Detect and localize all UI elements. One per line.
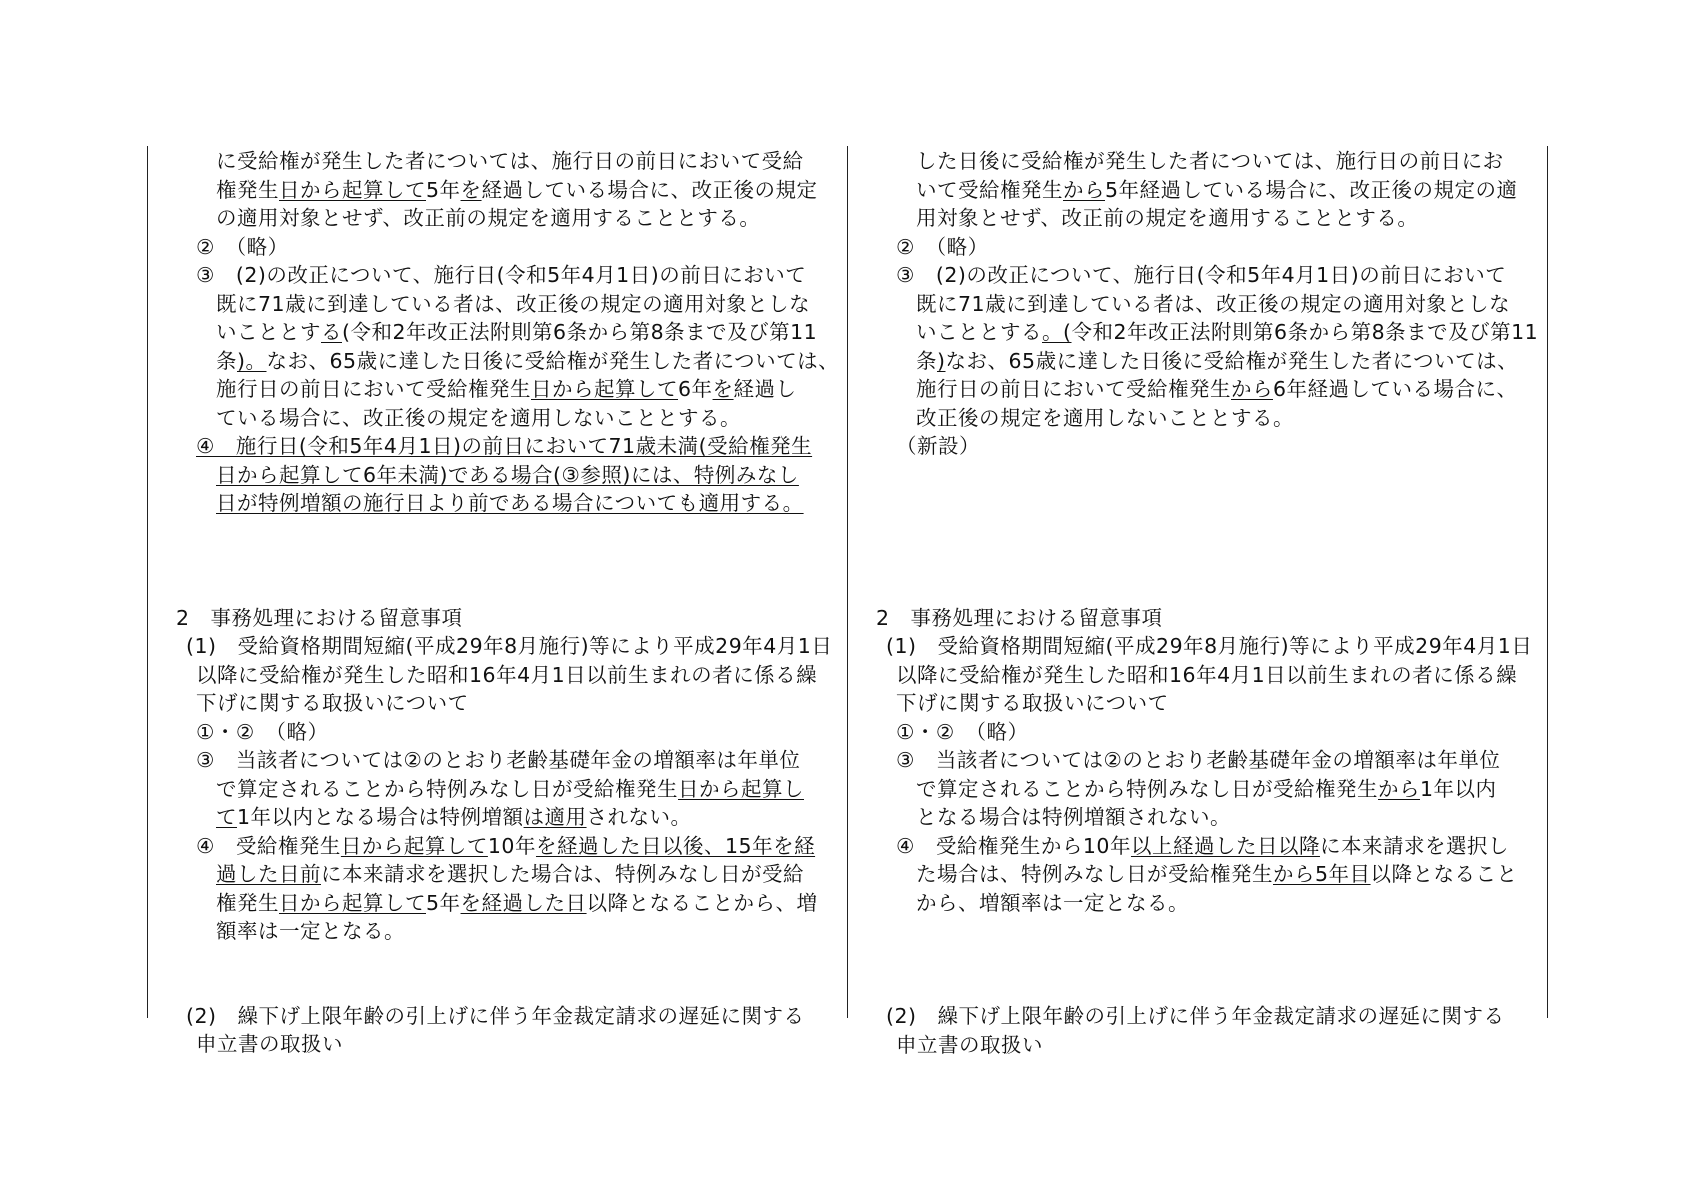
left-column bbox=[160, 147, 850, 1059]
text-segment: となる場合は特例増額されない。 bbox=[916, 805, 1231, 829]
text-segment: 6年 bbox=[1273, 377, 1308, 401]
left-section-2-2 bbox=[160, 1002, 850, 1059]
text-line bbox=[860, 347, 1550, 376]
text-line bbox=[860, 889, 1550, 918]
text-segment: 5年経過している場合に、改正後の規定の適 bbox=[1105, 177, 1518, 202]
text-segment: (令和2年改正法附則第6条から第8条まで及び第11 bbox=[342, 320, 818, 344]
underlined-text: 。( bbox=[1042, 320, 1072, 344]
text-line bbox=[160, 775, 850, 804]
text-segment: されない。 bbox=[586, 805, 692, 829]
text-line bbox=[860, 604, 1550, 633]
underlined-text: を bbox=[460, 177, 482, 202]
text-segment: た場合は、特例みなし日が受給権発生 bbox=[916, 862, 1273, 886]
text-line bbox=[160, 604, 850, 633]
text-line bbox=[160, 404, 850, 433]
right-section-2-2 bbox=[860, 1002, 1550, 1059]
text-segment: 申立書の取扱い bbox=[896, 1032, 1043, 1057]
text-segment: 令和2年改正法附則第6条から第8条まで及び第11 bbox=[1071, 320, 1539, 344]
text-line bbox=[160, 689, 850, 718]
text-line bbox=[860, 746, 1550, 775]
underlined-text: )。 bbox=[237, 348, 267, 373]
text-segment: 上限年齢の引上げに伴う年金裁定請求の遅延に関する bbox=[300, 1003, 805, 1028]
underlined-text: 日から起算して bbox=[279, 890, 426, 915]
text-segment: 既に71歳に到達している者は、改正後の規定の適用対象としな bbox=[916, 291, 1511, 316]
text-segment: 2 事務処理における留意事項 bbox=[876, 605, 1163, 630]
underlined-text: 日から起算して bbox=[340, 833, 488, 858]
text-segment: ③ (2)の改正について、施行日(令和5年4月1日)の前日において bbox=[896, 263, 1507, 287]
text-segment: 以降に受給権が発生した昭和16年4月1日以前生まれの者に係る繰 bbox=[896, 662, 1518, 687]
underlined-text: ④ 施行日(令和5年4月1日)の前日において71歳未満(受給権発生 bbox=[196, 434, 813, 458]
text-line bbox=[860, 290, 1550, 319]
text-line bbox=[860, 803, 1550, 832]
text-segment: から、増額率は一定となる。 bbox=[916, 890, 1189, 915]
text-segment: 以降に受給権が発生した昭和16年4月1日以前生まれの者に係る繰 bbox=[196, 662, 818, 687]
text-line bbox=[860, 1031, 1550, 1060]
text-segment: ①・② （略） bbox=[896, 719, 1029, 744]
text-line bbox=[160, 1030, 850, 1059]
text-line bbox=[860, 176, 1550, 205]
text-segment: 下げに関する取扱いについて bbox=[196, 691, 469, 715]
text-line bbox=[860, 718, 1550, 747]
text-segment: 権発生 bbox=[216, 177, 279, 202]
text-segment: ④ 受給権発生から10年 bbox=[896, 833, 1131, 858]
text-segment: 経過している場合に、改正後の規定 bbox=[481, 177, 818, 202]
text-line bbox=[160, 176, 850, 205]
left-border-line bbox=[147, 146, 148, 1018]
text-line bbox=[160, 347, 850, 376]
text-segment: (1) 受給資格期間短縮(平成29年8月施行)等により平成29年4月1日 bbox=[186, 634, 833, 658]
text-line bbox=[160, 147, 850, 176]
text-line bbox=[160, 318, 850, 347]
text-line bbox=[160, 432, 850, 461]
text-line bbox=[160, 889, 850, 918]
text-segment: 10年 bbox=[487, 833, 536, 858]
text-segment: の適用対象とせず、改正前の規定を適用することとする。 bbox=[216, 206, 761, 230]
text-segment: ている場合に、改正後の規定を適用しないこととする。 bbox=[216, 405, 741, 430]
text-segment: いて受給権発生 bbox=[916, 177, 1063, 202]
underlined-text: を経過した日 bbox=[460, 890, 587, 915]
text-segment: 用対象とせず、改正前の規定を適用することとする。 bbox=[916, 206, 1419, 230]
underlined-text: 以上経過した日以降 bbox=[1130, 833, 1320, 858]
text-segment: 既に71歳に到達している者は、改正後の規定の適用対象としな bbox=[216, 291, 811, 316]
text-segment: なお、65歳に達した日後に受給権が発生した者については、 bbox=[266, 348, 840, 373]
text-segment: 以降となること bbox=[1370, 862, 1518, 886]
text-line bbox=[160, 489, 850, 518]
right-spacer-1 bbox=[860, 461, 1550, 604]
underlined-text: から bbox=[1378, 776, 1420, 801]
text-line bbox=[860, 204, 1550, 233]
text-segment: ①・② （略） bbox=[196, 719, 329, 744]
text-line bbox=[860, 832, 1550, 861]
text-segment: ③ 当該者については②のとおり老齢基礎年金の増額率は年単位 bbox=[196, 748, 801, 772]
text-segment: なお、65歳に達した日後に受給権が発生した者については、 bbox=[945, 348, 1519, 373]
text-segment: 権発生 bbox=[216, 890, 279, 915]
right-section-2 bbox=[860, 604, 1550, 918]
text-line bbox=[160, 290, 850, 319]
text-segment: いこととする bbox=[916, 320, 1042, 344]
underlined-text: 過した日前 bbox=[216, 862, 321, 886]
text-line bbox=[860, 1002, 1550, 1031]
text-segment: 5年 bbox=[426, 890, 461, 915]
text-segment: 改正後の規定を適用しないこととする。 bbox=[916, 405, 1294, 430]
text-segment: (1) 受給資格期間短縮(平成29年8月施行)等により平成29年4月1日 bbox=[886, 634, 1533, 658]
text-line bbox=[160, 233, 850, 262]
text-line bbox=[860, 261, 1550, 290]
underlined-text: から5年目 bbox=[1273, 862, 1371, 886]
text-line bbox=[860, 318, 1550, 347]
left-spacer-1 bbox=[160, 518, 850, 604]
underlined-text: 日から起算し bbox=[678, 776, 804, 801]
underlined-text: 日が特例増額の施行日より前である場合についても適用する。 bbox=[216, 491, 804, 515]
text-segment: いこととす bbox=[216, 320, 321, 344]
text-line bbox=[160, 718, 850, 747]
text-segment: した日後に受給権が発生した者については、施行日の前日にお bbox=[916, 149, 1504, 173]
text-line bbox=[860, 661, 1550, 690]
text-line bbox=[160, 832, 850, 861]
text-segment: ③ 当該者については②のとおり老齢基礎年金の増額率は年単位 bbox=[896, 748, 1501, 772]
underlined-text: ) bbox=[937, 348, 946, 373]
text-segment: に本来請求を選択し bbox=[1319, 833, 1509, 858]
underlined-text: て bbox=[216, 805, 237, 829]
text-line bbox=[160, 632, 850, 661]
text-segment: 施行日の前日において受給権発生 bbox=[216, 377, 531, 401]
text-line bbox=[160, 375, 850, 404]
text-segment: 額率は一定となる。 bbox=[216, 919, 405, 943]
text-line bbox=[160, 917, 850, 946]
text-line bbox=[860, 432, 1550, 461]
text-segment: に本来請求を選択した場合は、特例みなし日が受給 bbox=[321, 862, 804, 886]
text-segment: 条 bbox=[916, 348, 937, 373]
text-line bbox=[160, 261, 850, 290]
text-segment: 2 事務処理における留意事項 bbox=[176, 605, 463, 630]
text-line bbox=[860, 375, 1550, 404]
text-segment: で算定されることから特例みなし日が受給権発生 bbox=[916, 776, 1378, 801]
text-line bbox=[160, 803, 850, 832]
text-line bbox=[860, 860, 1550, 889]
underlined-text: 日から起算して6年未満)である場合(③参照)には、特例みなし bbox=[216, 462, 799, 487]
text-segment: 経過している場合に、 bbox=[1307, 377, 1518, 401]
text-segment: （新設） bbox=[896, 434, 980, 458]
underlined-text: を bbox=[712, 377, 734, 401]
text-segment: に受給権が発生した者については、施行日の前日において受給 bbox=[216, 149, 804, 173]
text-line bbox=[860, 404, 1550, 433]
text-segment: ③ (2)の改正について、施行日(令和5年4月1日)の前日において bbox=[196, 263, 807, 287]
underlined-text: を経過した日以後、15年を経 bbox=[535, 833, 816, 858]
text-line bbox=[160, 204, 850, 233]
underlined-text: から bbox=[1063, 177, 1105, 202]
text-segment: 経過し bbox=[733, 377, 797, 401]
text-segment: 1年以内となる場合は特例増額 bbox=[237, 805, 524, 829]
underlined-text: から bbox=[1231, 377, 1273, 401]
text-segment: 以降となることから、増 bbox=[586, 890, 818, 915]
text-segment: (2) 繰下げ bbox=[886, 1004, 1001, 1028]
right-spacer-2 bbox=[860, 917, 1550, 1002]
left-section-2 bbox=[160, 604, 850, 946]
text-segment: ② （略） bbox=[896, 234, 989, 259]
right-top-block bbox=[860, 147, 1550, 461]
underlined-text: は適用 bbox=[523, 805, 587, 829]
text-line bbox=[860, 689, 1550, 718]
underlined-text: 日から起算して bbox=[279, 177, 426, 202]
text-segment: 1年以内 bbox=[1420, 776, 1497, 801]
text-line bbox=[160, 1002, 850, 1031]
text-line bbox=[860, 233, 1550, 262]
underlined-text: る bbox=[321, 320, 342, 344]
text-segment: 5年 bbox=[426, 177, 461, 202]
text-segment: (2) 繰下げ bbox=[186, 1003, 301, 1028]
text-segment: 申立書の取扱い bbox=[196, 1032, 343, 1056]
right-column bbox=[860, 147, 1550, 1059]
text-line bbox=[860, 775, 1550, 804]
text-segment: 下げに関する取扱いについて bbox=[896, 691, 1169, 715]
underlined-text: 日から起算して bbox=[531, 377, 678, 401]
text-segment: で算定されることから特例みなし日が受給権発生 bbox=[216, 776, 678, 801]
text-segment: ② （略） bbox=[196, 234, 289, 259]
text-line bbox=[160, 661, 850, 690]
left-spacer-2 bbox=[160, 946, 850, 1002]
text-line bbox=[860, 632, 1550, 661]
text-segment: 条 bbox=[216, 348, 237, 373]
text-line bbox=[160, 461, 850, 490]
text-segment: 施行日の前日において受給権発生 bbox=[916, 377, 1231, 401]
text-segment: 上限年齢の引上げに伴う年金裁定請求の遅延に関する bbox=[1000, 1004, 1505, 1028]
text-segment: 6年 bbox=[678, 377, 713, 401]
text-line bbox=[860, 147, 1550, 176]
text-line bbox=[160, 746, 850, 775]
text-line bbox=[160, 860, 850, 889]
left-top-block bbox=[160, 147, 850, 518]
text-segment: ④ 受給権発生 bbox=[196, 833, 341, 858]
